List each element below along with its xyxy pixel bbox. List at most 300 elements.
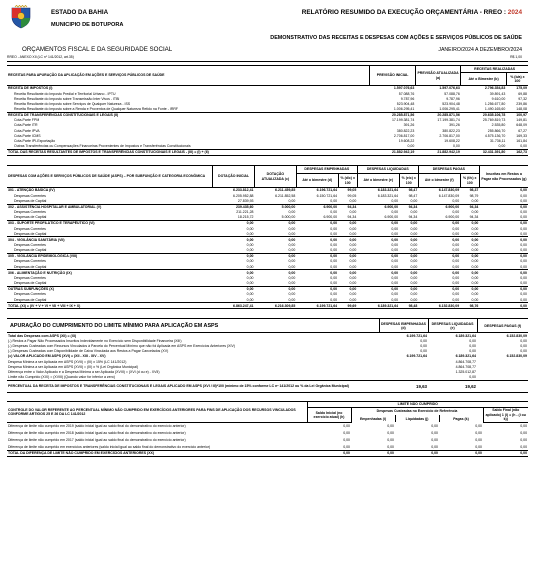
controle-paid: 0,00 [475, 423, 482, 428]
expense-paid-pct: 0,00 [471, 242, 479, 247]
expense-paid: 0,00 [418, 253, 460, 259]
expense-committed: 0,00 [330, 226, 338, 231]
revenue-pct: 149,81 [516, 118, 527, 123]
expense-committed: 0,00 [296, 237, 338, 243]
expense-committed: 0,00 [296, 220, 338, 226]
apuracao-table [7, 318, 528, 392]
expense-paid-pct: 0,00 [471, 248, 479, 253]
expense-dot-initial: 6.205.952,88 [233, 193, 254, 198]
revenue-prev-initial: 9.787,96 [400, 96, 415, 101]
expense-dot-initial: 0,00 [246, 259, 254, 264]
apu-liquidated-header: DESPESAS LIQUIDADAS (e) [428, 319, 477, 333]
expense-label: 303 - SUPORTE PROFILÁTICO E TERAPÊUTICO (VI) [7, 220, 213, 226]
revenue-label: Cota-Parte ITR [14, 123, 38, 128]
expense-total-dot-updated: 6.216.309,85 [254, 303, 296, 309]
report-title-text: RELATÓRIO RESUMIDO DA EXECUÇÃO ORÇAMENTÁRIA - RREO : [301, 9, 506, 16]
expense-paid-pct: 0,00 [471, 210, 479, 215]
expense-dot-initial: 18.215,72 [237, 215, 254, 220]
expense-paid-pct: 0,00 [471, 264, 479, 269]
controle-liquidated: 0,00 [431, 423, 438, 428]
revenue-pct: 169,33 [516, 133, 527, 138]
expense-paid: 6.900,00 [445, 215, 460, 220]
expense-dot-updated: 5.000,00 [254, 204, 296, 210]
revenue-total-realized: 32.431.391,80 [461, 149, 506, 155]
expense-total-liquidated-pct: 98,48 [399, 303, 418, 309]
expense-committed-pct: 0,00 [349, 242, 357, 247]
expense-paid-pct: 0,00 [460, 270, 479, 276]
revenue-body [7, 86, 528, 156]
expense-paid: 6.900,00 [418, 204, 460, 210]
expense-committed: 0,00 [330, 264, 338, 269]
revenue-prev-updated: 523.904,48 [442, 101, 460, 106]
expense-paid-pct: 0,00 [471, 297, 479, 302]
expense-paid: 6.147.830,09 [418, 188, 460, 194]
expense-liquidated-pct: 0,00 [399, 253, 418, 259]
controle-committed: 0,00 [387, 423, 394, 428]
report-title [302, 9, 522, 17]
controle-row [7, 429, 528, 436]
expense-committed-pct: 0,00 [349, 248, 357, 253]
apuracao-liquidated: 4.864.708,77 [455, 364, 476, 369]
expense-label: 301 - ATENÇÃO BÁSICA (IV) [7, 188, 213, 194]
revenue-realized: 20.635.106,78 [461, 112, 506, 118]
apuracao-paid: 0,00 [520, 349, 527, 354]
expense-liquidated-pct: 0,00 [410, 259, 418, 264]
apuracao-liquidated: 6.189.321,64 [455, 354, 476, 359]
expense-label: Despesas Correntes [14, 259, 46, 264]
controle-total-saldo-inicial: 0,00 [307, 450, 351, 456]
apuracao-label: Limite não Cumprido (XIX) = (XVIII) (Quando valor for inferior a zero) [8, 375, 115, 380]
expense-liquidated-pct: 0,00 [399, 270, 418, 276]
revenue-realized: 9.610,00 [491, 96, 506, 101]
apuracao-paid: 6.152.830,09 [506, 354, 527, 359]
expense-liquidated-pct: 0,00 [410, 292, 418, 297]
expense-liquidated-pct: 0,00 [410, 281, 418, 286]
expense-liquidated-pct: 0,00 [399, 237, 418, 243]
revenue-prev-initial: 2.706.817,00 [393, 133, 415, 138]
revenue-label: Receita Resultante do Imposto sobre Serviços de Qualquer Natureza - ISS [14, 101, 131, 106]
municipality-name: MUNICIPIO DE BOTUPORA [51, 22, 124, 28]
expense-dot-updated: 0,00 [288, 231, 296, 236]
controle-total-saldo-final: 0,00 [483, 450, 528, 456]
expense-rp: 0,00 [479, 188, 528, 194]
expense-committed: 0,00 [296, 286, 338, 292]
apuracao-liquidated: 6.189.321,64 [455, 333, 476, 338]
pct-applied-label: PERCENTUAL DA RECEITA DE IMPOSTOS E TRANSFERÊNCIAS CONSTITUCIONAIS E LEGAIS APLICADO EM ASPS (XVI / III)*100 (mínimo de 15% conforme LC nº 141/2012 ou % da Lei Orgânica Municipal) [7, 380, 379, 392]
pct-applied-paid-empty [477, 380, 528, 392]
expense-committed-pct: 0,00 [349, 231, 357, 236]
expense-rp: 0,00 [479, 270, 528, 276]
controle-saldo-inicial: 0,00 [343, 424, 350, 428]
apuracao-label: Total das Despesas com ASPS (XII) = (XI) [8, 333, 77, 338]
expense-committed-pct: 0,00 [349, 198, 357, 203]
expense-liquidated: 0,00 [391, 259, 399, 264]
revenue-label: RECEITA DE IMPOSTOS (I) [8, 86, 53, 91]
paid-until-header: Até o bimestre (f) [418, 174, 460, 188]
ctl-paid-header: Pagas (k) [439, 415, 483, 422]
expense-dot-updated: 0,00 [288, 198, 296, 203]
expense-dot-updated: 0,00 [254, 270, 296, 276]
expense-total-row [7, 303, 528, 309]
revenue-prev-initial: 0,00 [407, 144, 415, 149]
revenue-total-label: TOTAL DAS RECEITAS RESULTANTES DE IMPOSTOS E TRANSFERÊNCIAS CONSTITUCIONAIS E LEGAIS - (III) = (I) + (II) [7, 149, 370, 155]
revenue-realized: 25.769.819,73 [482, 118, 506, 123]
expense-committed-pct: 0,00 [338, 270, 357, 276]
controle-body [7, 422, 528, 456]
revenue-prev-initial: 523.904,48 [396, 101, 415, 106]
revenue-realized: 39.891,43 [489, 91, 506, 96]
expense-dot-updated: 0,00 [288, 248, 296, 253]
expense-committed-pct: 0,00 [338, 286, 357, 292]
expense-liquidated-pct: 0,00 [410, 264, 418, 269]
liquidated-header: DESPESAS LIQUIDADAS [357, 166, 418, 174]
expense-committed: 0,00 [330, 292, 338, 297]
expense-paid: 0,00 [452, 292, 460, 297]
expense-dot-updated: 0,00 [288, 264, 296, 269]
pct-applied-committed: 19,63 [379, 380, 428, 392]
expense-committed: 6.196.721,64 [296, 188, 338, 194]
expense-paid-pct: 0,00 [460, 220, 479, 226]
revenue-prev-updated: 1.597.076,63 [439, 86, 460, 91]
revenue-prev-initial: 391,26 [403, 123, 415, 128]
expense-dot-updated: 6.211.459,85 [254, 188, 296, 194]
revenue-prev-initial: 57.088,76 [398, 91, 415, 96]
expense-liquidated: 0,00 [391, 198, 399, 203]
saldo-inicial-header: Saldo Inicial (no exercício atual) (h) [307, 408, 351, 423]
expense-paid: 0,00 [452, 198, 460, 203]
apuracao-liquidated: 0,00 [469, 349, 476, 354]
controle-committed: 0,00 [387, 437, 394, 442]
revenue-realized: 31.736,11 [489, 138, 506, 143]
expense-dot-updated: 0,00 [288, 210, 296, 215]
controle-paid: 0,00 [475, 430, 482, 435]
expense-dot-initial: 0,00 [246, 281, 254, 286]
expense-rp: 0,00 [520, 198, 527, 203]
expense-total-committed-pct: 99,69 [338, 303, 357, 309]
revenue-realized: 2.535,80 [491, 123, 506, 128]
revenue-total-row [7, 149, 528, 155]
expense-dot-initial: 0,00 [246, 248, 254, 253]
committed-pct-header: % (d/c) x 100 [338, 174, 357, 188]
controle-saldo-inicial: 0,00 [343, 444, 350, 449]
revenue-prev-updated: 380.822,23 [442, 128, 460, 133]
revenue-realized: 4.575.136,70 [484, 133, 506, 138]
expense-dot-initial: 6.233.812,41 [213, 188, 255, 194]
revenue-realized: 1.490.165,60 [484, 107, 506, 112]
apuracao-label: Despesa Mínima a ser Aplicada em ASPS (XVII) = (III) x 15% (LC 141/2012) [8, 359, 127, 364]
controle-total-label: TOTAL DA DIFERENÇA DE LIMITE NÃO CUMPRIDO EM EXERCÍCIOS ANTERIORES (XX) [7, 450, 307, 456]
expense-rp: 0,00 [520, 264, 527, 269]
controle-row [7, 443, 528, 450]
expense-rp: 0,00 [520, 242, 527, 247]
expense-label: 306 - ALIMENTAÇÃO E NUTRIÇÃO (IX) [7, 270, 213, 276]
apuracao-label: (-) Restos a Pagar Não Processados Inscritos Indevidamente no Exercício sem Disponibilidade Financeira (XIII) [8, 339, 182, 344]
expense-total-paid: 6.152.830,09 [418, 303, 460, 309]
expense-label: Despesas de Capital [14, 248, 47, 253]
dot-initial-header: DOTAÇÃO INICIAL [213, 166, 255, 188]
expense-liquidated: 0,00 [357, 286, 399, 292]
revenue-total-pct: 162,73 [506, 149, 528, 155]
report-period: JANEIRO/2024 A DEZEMBRO/2024 [438, 47, 522, 53]
saldo-final-header: Saldo Final (não aplicado) 1 (l) = (h - (i ou k)) [483, 408, 528, 423]
controle-title: CONTROLE DO VALOR REFERENTE AO PERCENTUAL MÍNIMO NÃO CUMPRIDO EM EXERCÍCIOS ANTERIORES PARA FINS DE APLICAÇÃO DOS RECURSOS VINCULADOS CONFORME ARTIGOS 25 E 26 DA LC 141/2012 [7, 401, 307, 422]
expense-dot-updated: 0,00 [254, 237, 296, 243]
expense-liquidated: 0,00 [357, 220, 399, 226]
expense-committed-pct: 0,00 [349, 226, 357, 231]
expense-paid: 0,00 [452, 242, 460, 247]
expense-liquidated: 6.900,00 [357, 204, 399, 210]
apuracao-committed: 0,00 [420, 349, 427, 354]
controle-label: Diferença de limite não cumprido em 2019 (saldo inicial igual ao saldo final do demonstrativo do exercício anterior) [8, 424, 186, 428]
revenue-label: Cota-Parte ICMS [14, 133, 41, 138]
revenue-label: Receita Resultante do Imposto Predial e Territorial Urbano - IPTU [14, 91, 116, 96]
expense-label: Despesas de Capital [14, 231, 47, 236]
expense-committed-pct: 94,34 [338, 204, 357, 210]
expense-rp: 0,00 [520, 193, 527, 198]
revenue-label: Cota-Parte FPM [14, 118, 40, 123]
ctl-liquidated-header: Liquidadas (j) [395, 415, 439, 422]
expense-dot-initial: 0,00 [213, 270, 255, 276]
expense-dot-updated: 6.211.852,58 [275, 193, 296, 198]
apuracao-committed: 6.199.721,64 [406, 333, 427, 338]
apuracao-paid: 0,00 [520, 344, 527, 349]
expense-dot-initial: 211.221,28 [236, 210, 254, 215]
revenue-prev-updated: 17.199.381,74 [437, 118, 460, 123]
expense-paid-pct: 0,00 [471, 198, 479, 203]
apuracao-label: Despesa Mínima a ser Aplicada em ASPS (XVII) = (III) x % (Lei Orgânica Municipal) [8, 364, 139, 369]
expense-dot-initial: 0,00 [246, 264, 254, 269]
prev-updated-header: PREVISÃO ATUALIZADA (a) [415, 66, 460, 86]
pct-applied-row [7, 380, 528, 392]
expense-committed-pct: 0,00 [338, 253, 357, 259]
revenue-prev-initial: 1.597.076,63 [393, 86, 415, 91]
expense-rp: 0,00 [520, 210, 527, 215]
revenue-pct: 0,00 [520, 144, 527, 149]
expense-paid: 0,00 [452, 226, 460, 231]
realized-until-header: Até o Bimestre (b) [461, 73, 506, 86]
revenue-prev-initial: 380.822,23 [396, 128, 415, 133]
expense-rp: 0,00 [479, 286, 528, 292]
expense-dot-initial: 0,00 [213, 237, 255, 243]
expense-dot-updated: 0,00 [288, 275, 296, 280]
expense-desc-header: DESPESAS COM AÇÕES E SERVIÇOS PÚBLICOS DE SAÚDE (ASPS) – POR SUBFUNÇÃO E CATEGORIA ECONÔMICA [7, 166, 213, 188]
ctl-committed-header: Empenhadas (i) [351, 415, 395, 422]
expense-label: 305 - VIGILÂNCIA EPIDEMIOLÓGICA (VIII) [7, 253, 213, 259]
expense-paid: 0,00 [452, 275, 460, 280]
expense-liquidated-pct: 0,00 [410, 231, 418, 236]
revenue-pct: 161,84 [516, 138, 527, 143]
revenue-label: Receita Resultante do Imposto sobre Transmissão Inter Vivos - ITBI [14, 96, 120, 101]
expense-dot-initial: 0,00 [246, 292, 254, 297]
expense-committed-pct: 94,34 [347, 215, 357, 220]
revenue-total-prev-initial: 21.882.942,19 [370, 149, 415, 155]
limit-not-met-header: LIMITE NÃO CUMPRIDO [307, 401, 528, 407]
expense-rp: 0,00 [479, 220, 528, 226]
revenue-prev-initial: 19.608,22 [398, 138, 415, 143]
expense-committed-pct: 0,00 [349, 297, 357, 302]
controle-total-committed: 0,00 [351, 450, 395, 456]
expense-committed: 0,00 [296, 270, 338, 276]
report-subheader [7, 46, 528, 62]
controle-committed: 0,00 [387, 430, 394, 435]
expense-dot-updated: 0,00 [288, 242, 296, 247]
revenue-realized: 255.866,70 [487, 128, 506, 133]
expense-committed: 6.900,00 [323, 215, 338, 220]
revenue-pct: 239,86 [516, 101, 527, 106]
expense-paid-pct: 0,00 [460, 253, 479, 259]
expense-liquidated-pct: 0,00 [410, 297, 418, 302]
expense-liquidated: 6.183.321,64 [357, 188, 399, 194]
prev-initial-header: PREVISÃO INICIAL [370, 66, 415, 86]
expense-body [7, 188, 528, 309]
expense-liquidated: 0,00 [391, 275, 399, 280]
apuracao-committed: 0,00 [420, 339, 427, 344]
apuracao-liquidated: 0,00 [469, 375, 476, 380]
controle-table [7, 401, 528, 457]
expense-liquidated: 0,00 [391, 242, 399, 247]
apuracao-label: (=) VALOR APLICADO EM ASPS (XVI) = (XII - XIII - XIV - XV) [8, 354, 106, 359]
revenue-prev-updated: 0,00 [453, 144, 460, 149]
controle-saldo-final: 0,00 [520, 437, 528, 442]
revenue-realized: 2.796.354,83 [484, 86, 506, 91]
apuracao-liquidated: 4.864.708,77 [455, 359, 476, 364]
controle-liquidated: 0,00 [431, 444, 438, 449]
expense-rp: 0,00 [520, 226, 527, 231]
controle-liquidated: 0,00 [431, 437, 438, 442]
expense-label: Despesas Correntes [14, 193, 46, 198]
expense-paid: 0,00 [452, 281, 460, 286]
controle-total-liquidated: 0,00 [395, 450, 439, 456]
apuracao-label: (-) Despesas Custeadas com Disponibilidade de Caixa Vinculada aos Restos a Pagar Cancelados (XV) [8, 349, 169, 354]
expense-dot-initial: 0,00 [246, 297, 254, 302]
expense-committed-pct: 0,00 [349, 264, 357, 269]
revenue-prev-updated: 2.706.817,00 [439, 133, 460, 138]
apuracao-label: Diferença entre o Valor Aplicado e a Despesa Mínima a ser Aplicada (XVIII) = (XVI (d ou e) - XVII) [8, 369, 160, 374]
apu-committed-header: DESPESAS EMPENHADAS (d) [379, 319, 428, 333]
revenue-prev-updated: 1.006.295,41 [439, 107, 460, 112]
expense-paid: 0,00 [452, 210, 460, 215]
expense-liquidated: 0,00 [391, 210, 399, 215]
expense-rp: 0,00 [520, 231, 527, 236]
expense-committed: 6.150.721,64 [316, 193, 338, 198]
expense-paid: 0,00 [452, 248, 460, 253]
committed-header: DESPESAS EMPENHADAS [296, 166, 357, 174]
expense-paid-pct: 0,00 [471, 275, 479, 280]
expense-paid-pct: 0,00 [471, 259, 479, 264]
expense-committed-pct: 0,00 [349, 275, 357, 280]
expense-committed: 0,00 [330, 242, 338, 247]
controle-committed: 0,00 [387, 444, 394, 449]
expense-paid: 0,00 [418, 270, 460, 276]
controle-row [7, 422, 528, 429]
expense-liquidated: 0,00 [391, 231, 399, 236]
controle-saldo-final: 0,00 [520, 430, 528, 435]
expense-paid-pct: 94,34 [469, 215, 479, 220]
expense-liquidated: 0,00 [357, 237, 399, 243]
expense-paid-pct: 98,79 [469, 193, 479, 198]
expense-dot-updated: 0,00 [254, 286, 296, 292]
statement-title: DEMONSTRATIVO DAS RECEITAS E DESPESAS COM AÇÕES E SERVIÇOS PÚBLICOS DE SAÚDE [270, 35, 522, 41]
revenue-prev-updated: 9.787,96 [446, 96, 460, 101]
expense-committed: 0,00 [330, 259, 338, 264]
expense-label: Despesas Correntes [14, 242, 46, 247]
expense-dot-initial: 0,00 [246, 226, 254, 231]
pct-applied-liquidated: 19,62 [428, 380, 477, 392]
expense-liquidated: 0,00 [391, 226, 399, 231]
revenue-total-prev-updated: 21.882.942,19 [415, 149, 460, 155]
expense-committed-pct: 0,00 [349, 210, 357, 215]
expense-committed-pct: 0,00 [349, 292, 357, 297]
expense-total-label: TOTAL (XI) = (IV + V + VI + VII + VIII + IX + X) [7, 303, 213, 309]
expense-committed: 0,00 [330, 210, 338, 215]
expense-rp: 0,00 [479, 237, 528, 243]
revenue-pct: 67,27 [518, 128, 527, 133]
realized-pct-header: % (b/a) x 100 [506, 73, 528, 86]
expense-liquidated-pct: 0,00 [410, 242, 418, 247]
apuracao-committed: 6.199.721,64 [406, 354, 427, 359]
expense-dot-updated: 5.000,00 [281, 215, 296, 220]
controle-label: Diferença de limite não cumprido em 2018 (saldo inicial igual ao saldo final do demonstrativo do exercício anterior) [8, 430, 186, 435]
expense-committed-pct: 99,05 [338, 188, 357, 194]
expense-liquidated: 6.900,00 [384, 215, 399, 220]
state-name: ESTADO DA BAHIA [51, 9, 109, 16]
expense-rp: 0,00 [520, 215, 527, 220]
expense-committed-pct: 99,05 [347, 193, 357, 198]
expense-dot-initial: 0,00 [246, 275, 254, 280]
expense-paid-pct: 94,34 [460, 204, 479, 210]
expense-liquidated: 0,00 [391, 264, 399, 269]
expense-liquidated-pct: 98,47 [399, 188, 418, 194]
dot-updated-header: DOTAÇÃO ATUALIZADA (c) [254, 166, 296, 188]
expense-committed: 0,00 [330, 198, 338, 203]
apuracao-liquidated: 0,00 [469, 339, 476, 344]
revenue-prev-updated: 57.088,76 [444, 91, 460, 96]
desp-custeadas-header: Despesas Custeadas no Exercício de Referência [351, 408, 483, 416]
expense-rp: 0,00 [479, 204, 528, 210]
expense-committed: 0,00 [330, 281, 338, 286]
revenue-table [7, 65, 528, 156]
apuracao-liquidated: 1.325.012,87 [455, 369, 476, 374]
expense-dot-updated: 0,00 [288, 297, 296, 302]
revenue-prev-updated: 391,26 [449, 123, 460, 128]
expense-paid: 6.147.830,09 [438, 193, 460, 198]
expense-label: Despesas de Capital [14, 264, 47, 269]
expense-liquidated-pct: 0,00 [410, 275, 418, 280]
expense-total-dot-initial: 6.863.247,41 [213, 303, 255, 309]
expense-dot-updated: 0,00 [254, 253, 296, 259]
revenue-pct: 69,88 [518, 91, 527, 96]
expense-liquidated-pct: 0,00 [399, 286, 418, 292]
revenue-prev-updated: 19.608,22 [444, 138, 460, 143]
expense-committed: 0,00 [330, 275, 338, 280]
liquidated-until-header: Até o bimestre (e) [357, 174, 399, 188]
expense-dot-updated: 0,00 [288, 292, 296, 297]
committed-until-header: Até o bimestre (d) [296, 174, 338, 188]
expense-paid: 0,00 [418, 220, 460, 226]
expense-liquidated: 6.183.321,64 [377, 193, 399, 198]
expense-rp: 0,00 [520, 248, 527, 253]
expense-dot-initial: 0,00 [213, 286, 255, 292]
expense-paid: 0,00 [452, 297, 460, 302]
municipal-crest-logo [9, 5, 33, 29]
revenue-realized: 0,00 [498, 144, 506, 149]
expense-dot-initial: 0,00 [246, 231, 254, 236]
apuracao-body [7, 333, 528, 380]
controle-paid: 0,00 [475, 444, 482, 449]
annex-reference: RREO - ANEXO XII (LC nº 141/2012, art.35) [7, 55, 74, 59]
revenue-pct: 97,32 [518, 96, 527, 101]
expense-committed: 6.900,00 [296, 204, 338, 210]
